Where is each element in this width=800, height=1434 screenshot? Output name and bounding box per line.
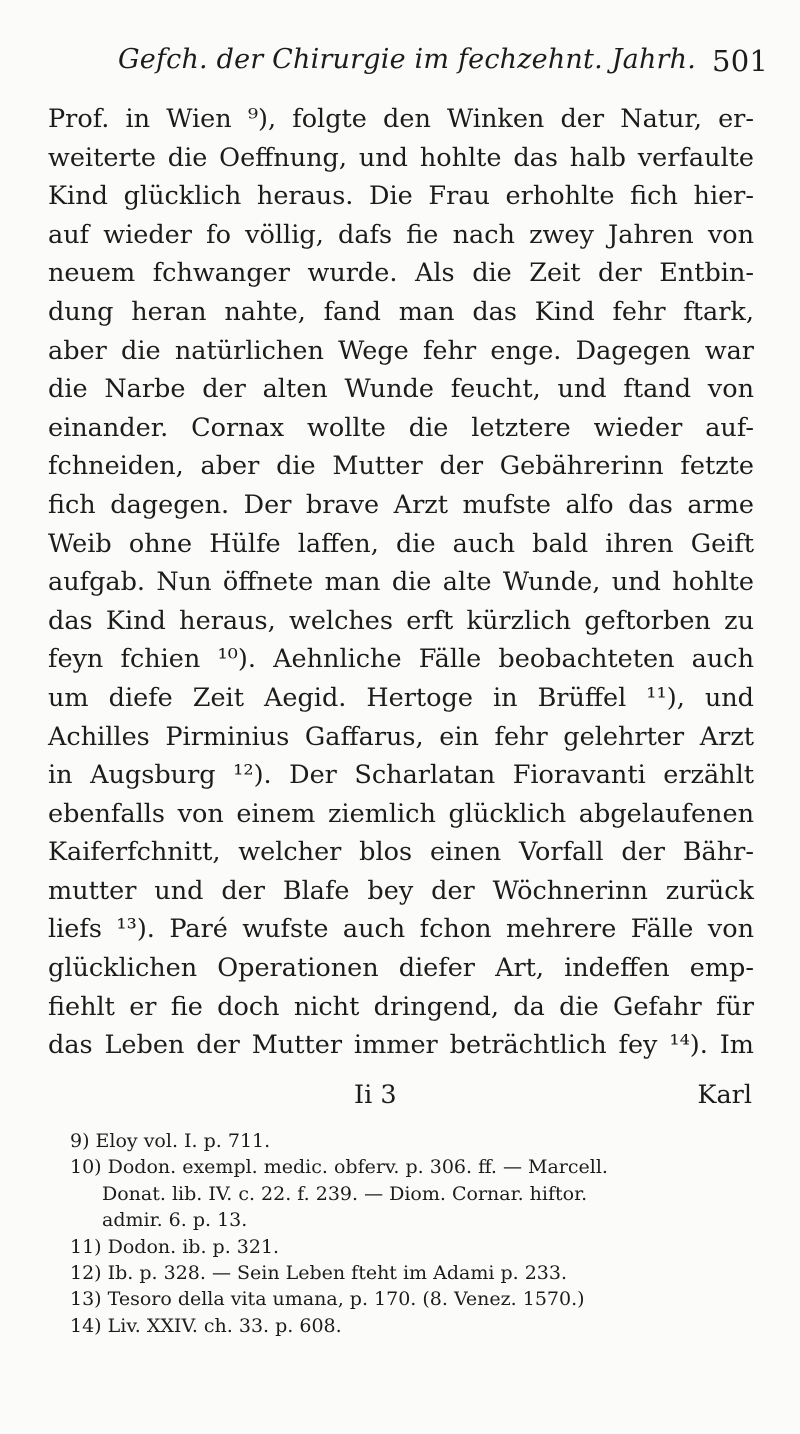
text-line: fiehlt er fie doch nicht dringend, da die Gefahr für: [48, 991, 754, 1022]
text-line: die Narbe der alten Wunde feucht, und ftand von: [48, 374, 754, 405]
main-text: [48, 100, 754, 1065]
signature-mark: Ii 3: [354, 1080, 397, 1110]
footnote-continuation: admir. 6. p. 13.: [102, 1209, 248, 1232]
text-line: fchneiden, aber die Mutter der Gebährerinn fetzte: [48, 451, 754, 482]
page-number: 501: [712, 44, 768, 78]
text-line: in Augsburg ¹²). Der Scharlatan Fioravanti erzählt: [48, 760, 754, 791]
text-line: Kaiferfchnitt, welcher blos einen Vorfall der Bähr-: [48, 837, 754, 868]
text-line: liefs ¹³). Paré wufste auch fchon mehrere Fälle von: [48, 914, 754, 945]
text-line: dung heran nahte, fand man das Kind fehr ftark,: [48, 296, 754, 327]
text-line: Weib ohne Hülfe laffen, die auch bald ihren Geift: [48, 528, 754, 559]
footnote: 13) Tesoro della vita umana, p. 170. (8. Venez. 1570.): [70, 1288, 585, 1311]
running-header: [118, 44, 768, 84]
footnotes: [70, 1128, 760, 1339]
footnote: 14) Liv. XXIV. ch. 33. p. 608.: [70, 1314, 342, 1337]
text-line: glücklichen Operationen diefer Art, indeffen emp-: [48, 953, 754, 984]
text-line: das Leben der Mutter immer beträchtlich fey ¹⁴). Im: [48, 1030, 754, 1061]
text-line: neuem fchwanger wurde. Als die Zeit der Entbin-: [48, 258, 754, 289]
text-line: aber die natürlichen Wege fehr enge. Dagegen war: [48, 335, 754, 366]
footnote: 9) Eloy vol. I. p. 711.: [70, 1130, 271, 1152]
text-line: aufgab. Nun öffnete man die alte Wunde, und hohlte: [48, 567, 754, 598]
text-line: Kind glücklich heraus. Die Frau erhohlte fich hier-: [48, 181, 754, 212]
footnote: 11) Dodon. ib. p. 321.: [70, 1235, 280, 1258]
text-line: feyn fchien ¹⁰). Aehnliche Fälle beobachteten auch: [48, 644, 754, 675]
signature-row: [48, 1080, 754, 1114]
text-line: mutter und der Blafe bey der Wöchnerinn zurück: [48, 875, 754, 906]
text-line: Prof. in Wien ⁹), folgte den Winken der Natur, er-: [48, 104, 754, 134]
footnote: 12) Ib. p. 328. — Sein Leben fteht im Adami p. 233.: [70, 1261, 568, 1284]
text-line: einander. Cornax wollte die letztere wieder auf-: [48, 412, 754, 443]
text-line: ebenfalls von einem ziemlich glücklich abgelaufenen: [48, 798, 754, 829]
running-title: Gefch. der Chirurgie im fechzehnt. Jahrh.: [118, 44, 697, 75]
text-line: das Kind heraus, welches erft kürzlich geftorben zu: [48, 605, 754, 636]
text-line: auf wieder fo völlig, dafs fie nach zwey Jahren von: [48, 219, 754, 250]
text-line: um diefe Zeit Aegid. Hertoge in Brüffel ¹¹), und: [48, 682, 754, 713]
footnote-continuation: Donat. lib. IV. c. 22. f. 239. — Diom. Cornar. hiftor.: [102, 1182, 588, 1205]
text-line: weiterte die Oeffnung, und hohlte das halb verfaulte: [48, 142, 754, 173]
text-line: Achilles Pirminius Gaffarus, ein fehr gelehrter Arzt: [48, 721, 754, 752]
text-line: fich dagegen. Der brave Arzt mufste alfo das arme: [48, 489, 754, 520]
footnote: 10) Dodon. exempl. medic. obferv. p. 306. ff. — Marcell.: [70, 1156, 608, 1179]
catchword: Karl: [697, 1080, 752, 1110]
